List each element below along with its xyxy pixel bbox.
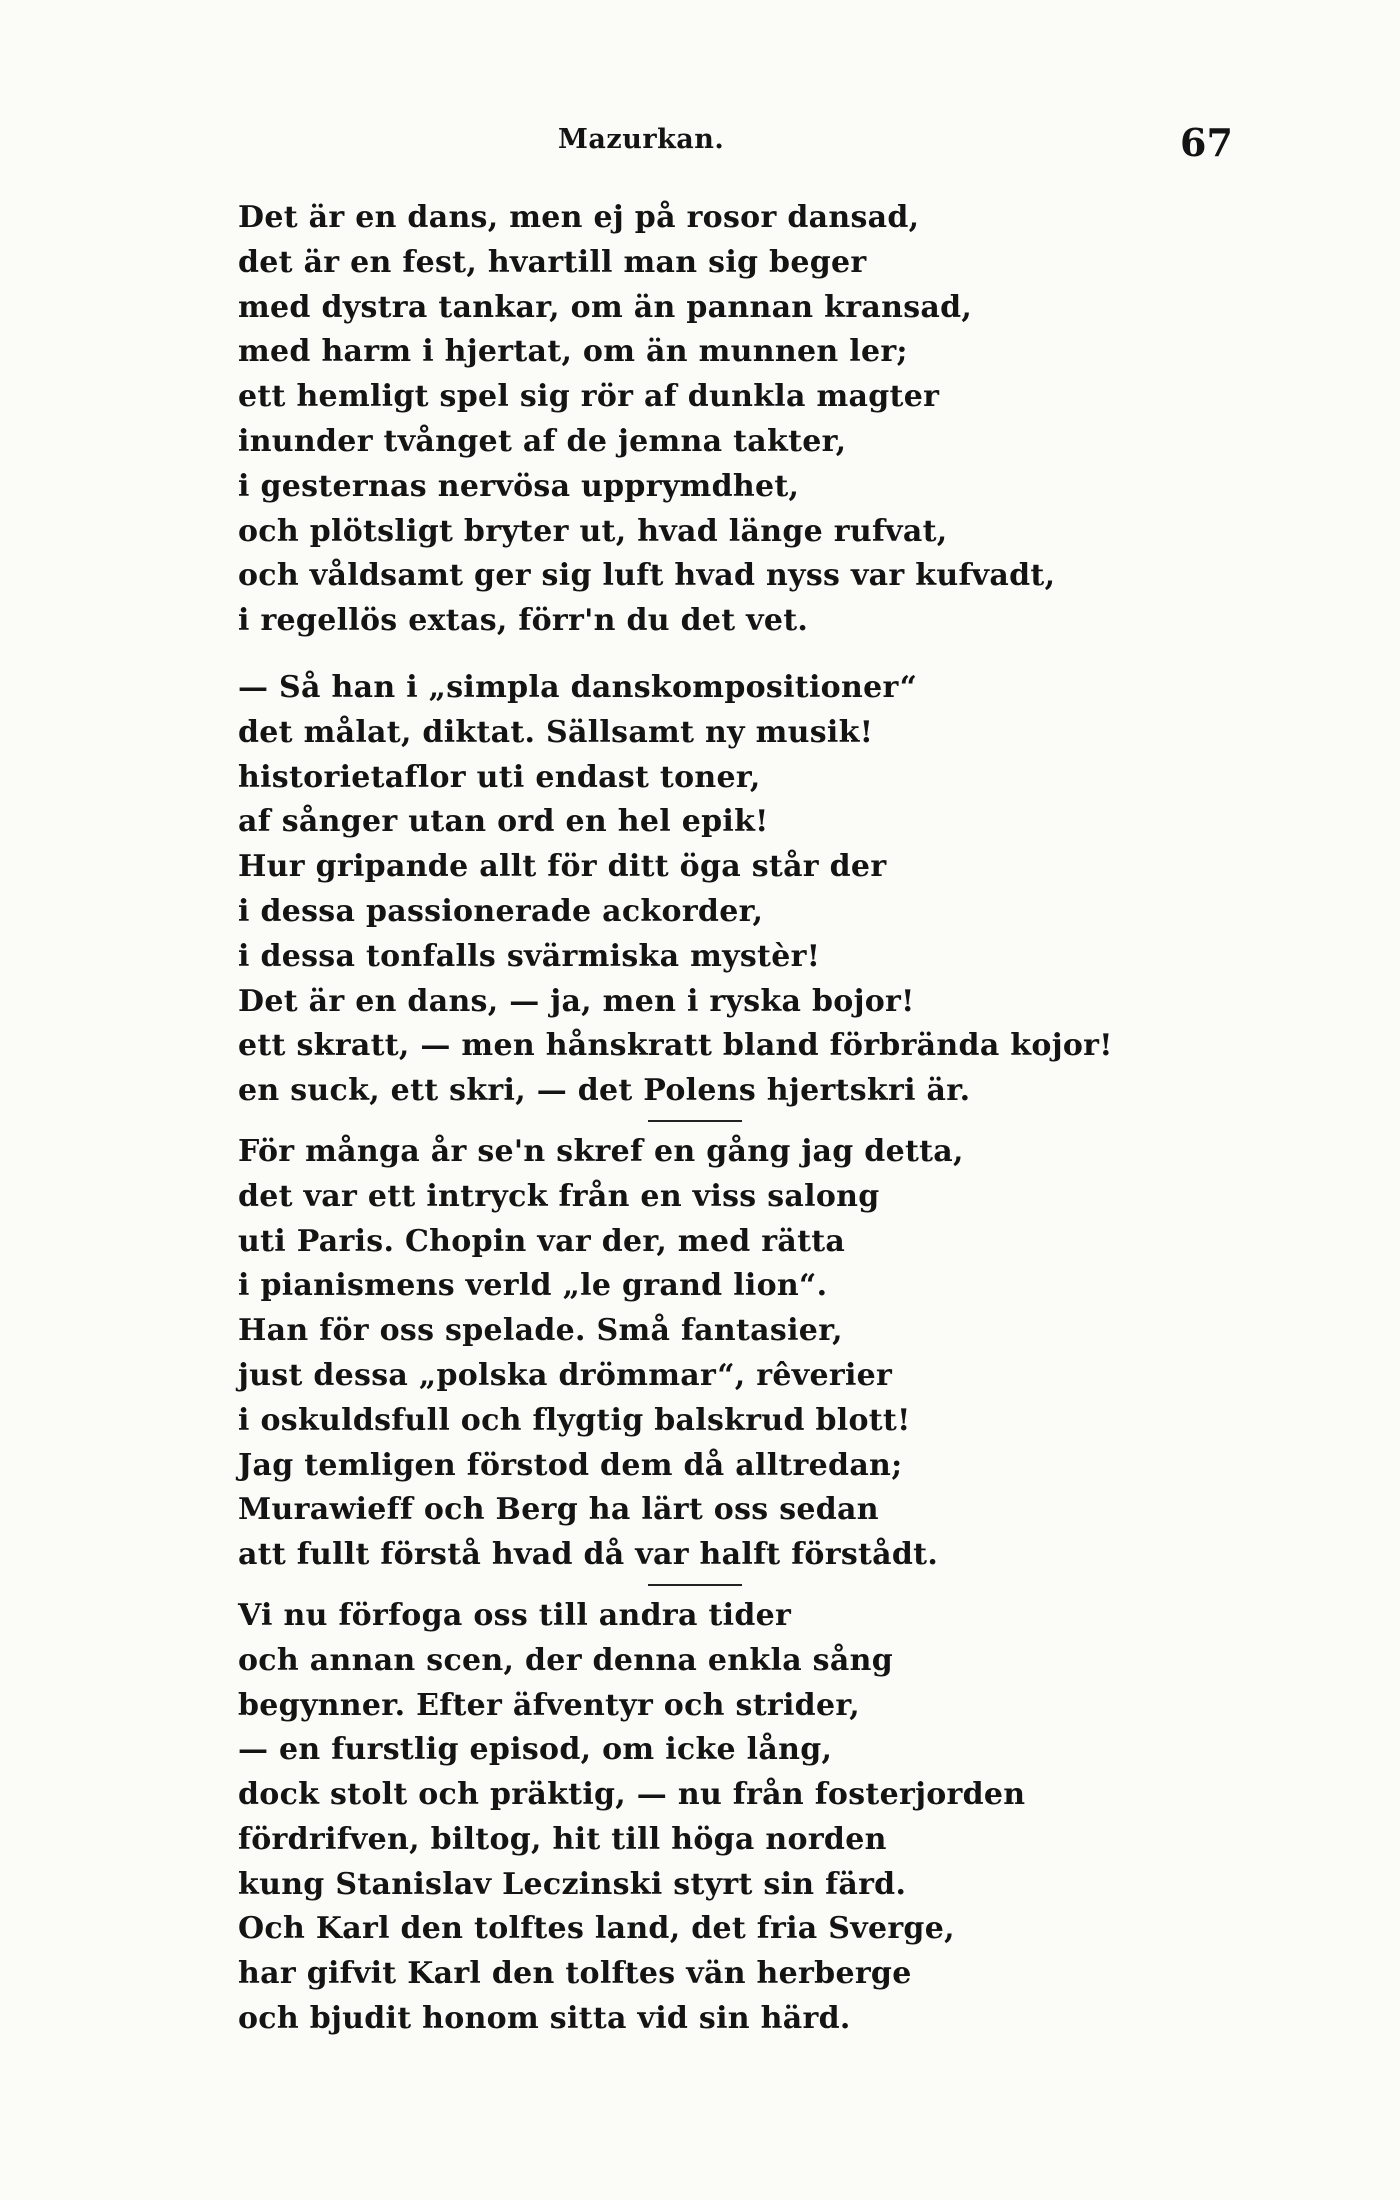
verse-line: Hur gripande allt för ditt öga står der (238, 849, 887, 885)
verse-line: har gifvit Karl den tolftes vän herberge (238, 1956, 912, 1992)
verse-line: begynner. Efter äfventyr och strider, (238, 1687, 861, 1723)
verse-line: och våldsamt ger sig luft hvad nyss var kufvadt, (238, 558, 1056, 594)
stanza-2 (238, 666, 1358, 1114)
verse-line: För många år se'n skref en gång jag detta, (238, 1133, 964, 1169)
verse-line: i dessa tonfalls svärmiska mystèr! (238, 938, 821, 974)
poem-body (238, 196, 1358, 2042)
verse-line: att fullt förstå hvad då var halft förstådt. (238, 1537, 939, 1573)
verse-line: inunder tvånget af de jemna takter, (238, 423, 847, 459)
verse-line: det målat, diktat. Sällsamt ny musik! (238, 714, 874, 750)
verse-line: i pianismens verld „le grand lion“. (238, 1268, 828, 1304)
page-number: 67 (1180, 120, 1233, 165)
verse-line: med harm i hjertat, om än munnen ler; (238, 334, 908, 370)
verse-line: fördrifven, biltog, hit till höga norden (238, 1821, 887, 1857)
verse-line: Vi nu förfoga oss till andra tider (238, 1597, 792, 1633)
verse-line: uti Paris. Chopin var der, med rätta (238, 1223, 846, 1259)
verse-line: i oskuldsfull och flygtig balskrud blott! (238, 1402, 911, 1438)
verse-line: — Så han i „simpla danskompositioner“ (238, 669, 918, 705)
verse-line: Det är en dans, — ja, men i ryska bojor! (238, 983, 915, 1019)
divider-rule (648, 1120, 742, 1122)
verse-line: Jag temligen förstod dem då alltredan; (238, 1447, 903, 1483)
verse-line: af sånger utan ord en hel epik! (238, 804, 769, 840)
verse-line: en suck, ett skri, — det Polens hjertskri är. (238, 1073, 971, 1109)
verse-line: och bjudit honom sitta vid sin härd. (238, 2001, 851, 2037)
stanza-4 (238, 1594, 1358, 2042)
stanza-3 (238, 1130, 1358, 1578)
verse-line: ett skratt, — men hånskratt bland förbrända kojor! (238, 1028, 1113, 1064)
verse-line: i dessa passionerade ackorder, (238, 893, 764, 929)
verse-line: med dystra tankar, om än pannan kransad, (238, 289, 973, 325)
verse-line: just dessa „polska drömmar“, rêverier (238, 1357, 893, 1393)
verse-line: det var ett intryck från en viss salong (238, 1178, 880, 1214)
verse-line: och plötsligt bryter ut, hvad länge rufvat, (238, 513, 948, 549)
section-divider (238, 1114, 1358, 1130)
verse-line: i regellös extas, förr'n du det vet. (238, 603, 809, 639)
section-divider (238, 1578, 1358, 1594)
stanza-1 (238, 196, 1358, 644)
verse-line: och annan scen, der denna enkla sång (238, 1642, 893, 1678)
verse-line: det är en fest, hvartill man sig beger (238, 244, 867, 280)
verse-line: Han för oss spelade. Små fantasier, (238, 1313, 843, 1349)
verse-line: ett hemligt spel sig rör af dunkla magter (238, 379, 940, 415)
verse-line: Och Karl den tolftes land, det fria Sverge, (238, 1911, 955, 1947)
verse-line: — en furstlig episod, om icke lång, (238, 1732, 833, 1768)
verse-line: Murawieff och Berg ha lärt oss sedan (238, 1492, 879, 1528)
divider-rule (648, 1584, 742, 1586)
verse-line: kung Stanislav Leczinski styrt sin färd. (238, 1866, 907, 1902)
running-title: Mazurkan. (558, 124, 725, 155)
verse-line: i gesternas nervösa upprymdhet, (238, 468, 800, 504)
verse-line: dock stolt och präktig, — nu från fosterjorden (238, 1777, 1026, 1813)
page-header (0, 120, 1400, 165)
verse-line: historietaflor uti endast toner, (238, 759, 761, 795)
stanza-gap (238, 644, 1358, 666)
verse-line: Det är en dans, men ej på rosor dansad, (238, 200, 920, 235)
